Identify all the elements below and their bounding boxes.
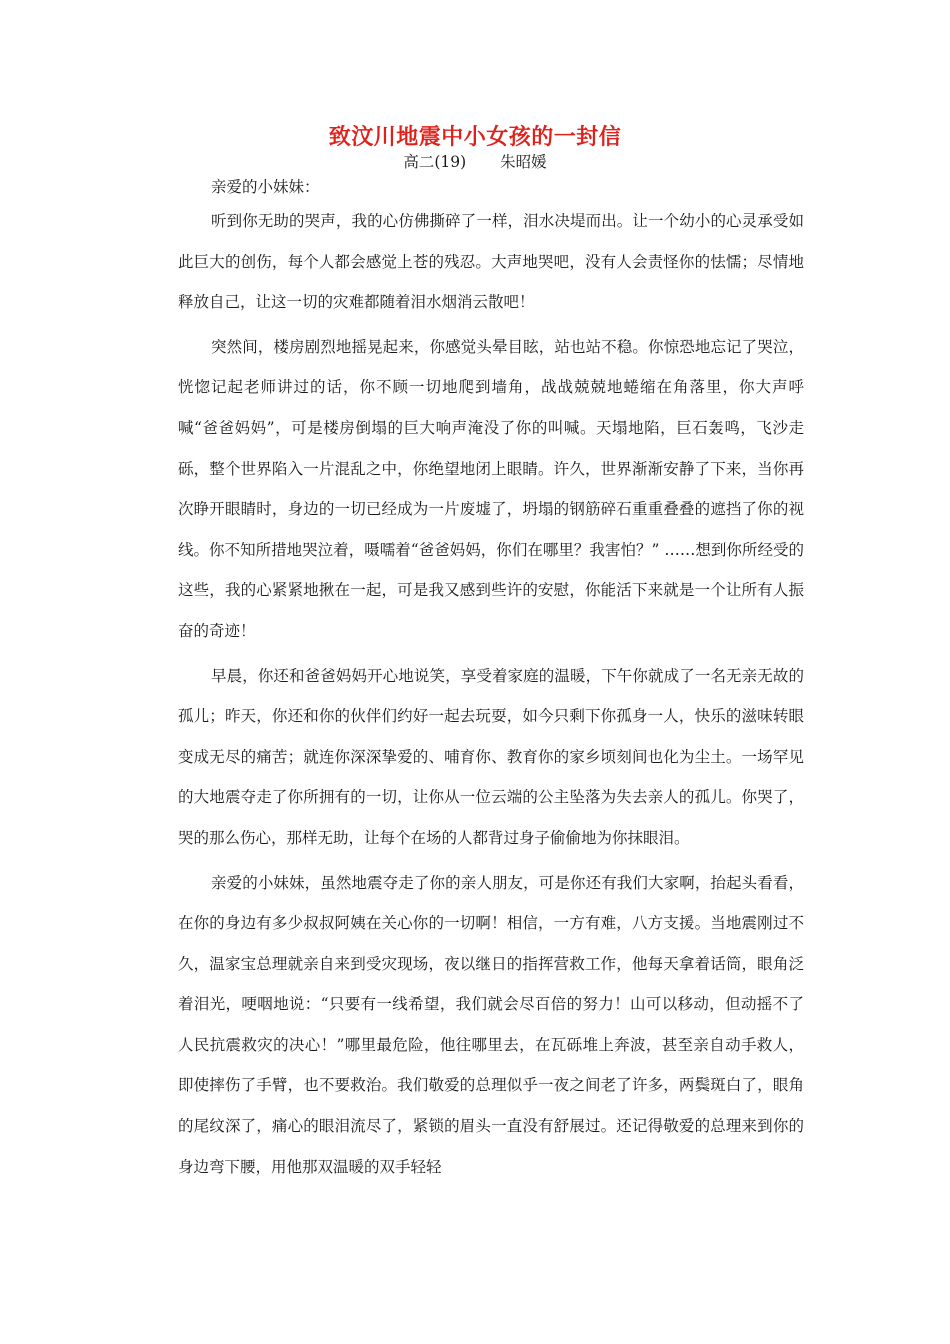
paragraph: 突然间，楼房剧烈地摇晃起来，你感觉头晕目眩，站也站不稳。你惊恐地忘记了哭泣，恍惚记起老师讲过的话，你不顾一切地爬到墙角，战战兢兢地蜷缩在角落里，你大声呼喊“爸爸妈妈”，可是楼房倒塌的巨大响声淹没了你的叫喊。天塌地陷，巨石轰鸣，飞沙走砾，整个世界陷入一片混乱之中，你绝望地闭上眼睛。许久，世界渐渐安静了下来，当你再次睁开眼睛时，身边的一切已经成为一片废墟了，坍塌的钢筋碎石重重叠叠的遮挡了你的视线。你不知所措地哭泣着，嗫嚅着“爸爸妈妈，你们在哪里？我害怕？” ……想到你所经受的这些，我的心紧紧地揪在一起，可是我又感到些许的安慰，你能活下来就是一个让所有人振奋的奇迹！	[178, 337, 804, 640]
byline	[0, 151, 950, 173]
letter-title: 致汶川地震中小女孩的一封信	[328, 124, 622, 150]
paragraph: 听到你无助的哭声，我的心仿佛撕碎了一样，泪水决堤而出。让一个幼小的心灵承受如此巨大的创伤，每个人都会感觉上苍的残忍。大声地哭吧，没有人会责怪你的怯懦；尽情地释放自己，让这一切的灾难都随着泪水烟消云散吧！	[178, 212, 804, 312]
author-name: 朱昭媛	[500, 153, 547, 171]
paragraph: 亲爱的小妹妹，虽然地震夺走了你的亲人朋友，可是你还有我们大家啊，抬起头看看，在你的身边有多少叔叔阿姨在关心你的一切啊！相信，一方有难，八方支援。当地震刚过不久，温家宝总理就亲自来到受灾现场，夜以继日的指挥营救工作，他每天拿着话筒，眼角泛着泪光，哽咽地说：“只要有一线希望，我们就会尽百倍的努力！山可以移动，但动摇不了人民抗震救灾的决心！”哪里最危险，他往哪里去，在瓦砾堆上奔波，甚至亲自动手救人，即使摔伤了手臂，也不要救治。我们敬爱的总理似乎一夜之间老了许多，两鬓斑白了，眼角的尾纹深了，痛心的眼泪流尽了，紧锁的眉头一直没有舒展过。还记得敬爱的总理来到你的身边弯下腰，用他那双温暖的双手轻轻	[178, 873, 804, 1176]
salutation: 亲爱的小妹妹：	[211, 178, 320, 196]
paragraph: 早晨，你还和爸爸妈妈开心地说笑，享受着家庭的温暖，下午你就成了一名无亲无故的孤儿；昨天，你还和你的伙伴们约好一起去玩耍，如今只剩下你孤身一人，快乐的滋味转眼变成无尽的痛苦；就连你深深挚爱的、哺育你、教育你的家乡顷刻间也化为尘土。一场罕见的大地震夺走了你所拥有的一切，让你从一位云端的公主坠落为失去亲人的孤儿。你哭了，哭的那么伤心，那样无助，让每个在场的人都背过身子偷偷地为你抹眼泪。	[178, 666, 804, 847]
class-name: 高二(19)	[403, 153, 467, 171]
letter-body	[178, 201, 804, 1187]
